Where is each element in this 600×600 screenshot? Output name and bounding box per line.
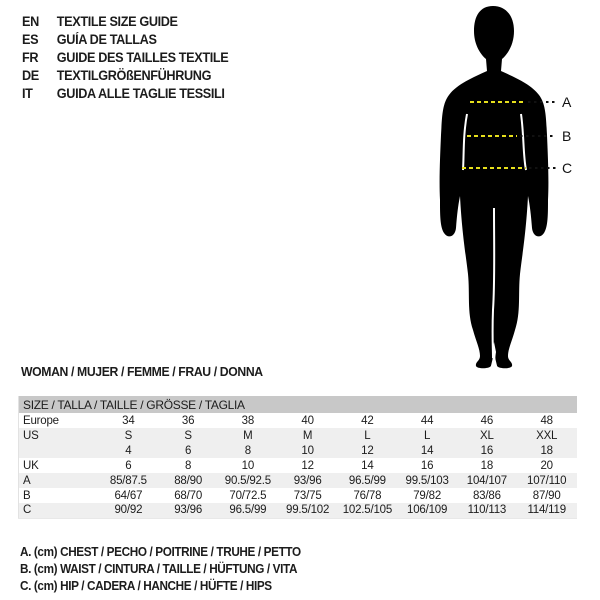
size-cell: 107/110 <box>517 473 577 488</box>
language-row-fr <box>22 49 228 67</box>
size-table <box>18 396 577 519</box>
body-measurement-figure <box>425 0 600 382</box>
table-row-uk <box>19 458 577 473</box>
size-cell: 34 <box>122 414 135 427</box>
size-cell: 87/90 <box>532 489 561 502</box>
size-cell: XXL <box>517 428 577 443</box>
table-row-chest-a <box>19 473 577 488</box>
legend-chest: A. (cm) CHEST / PECHO / POITRINE / TRUHE / PETTO <box>20 545 301 559</box>
size-cell: 79/82 <box>413 489 442 502</box>
size-cell: 46 <box>480 414 494 427</box>
size-cell: 73/75 <box>293 489 322 502</box>
row-label <box>19 443 99 458</box>
table-row-europe <box>19 413 577 428</box>
size-cell: 36 <box>181 414 195 427</box>
table-header-label: SIZE / TALLA / TAILLE / GRÖSSE / TAGLIA <box>19 396 577 413</box>
woman-silhouette <box>440 6 549 368</box>
language-row-it <box>22 85 228 103</box>
size-cell: 48 <box>540 414 553 427</box>
size-cell: 110/113 <box>457 503 517 518</box>
size-cell: 68/70 <box>174 489 203 502</box>
size-cell: 93/96 <box>158 503 218 518</box>
hip-marker-label: C <box>562 160 573 176</box>
table-row-us-numbers <box>19 443 577 458</box>
size-cell: 20 <box>540 459 553 472</box>
size-cell: 38 <box>241 414 255 427</box>
size-cell: XL <box>457 428 517 443</box>
chest-marker-label: A <box>562 94 572 110</box>
size-cell: 104/107 <box>457 473 517 488</box>
language-code: FR <box>22 50 39 65</box>
size-cell: M <box>218 428 278 443</box>
size-cell: 64/67 <box>114 489 143 502</box>
size-cell: 4 <box>99 443 159 458</box>
language-code: IT <box>22 86 33 101</box>
size-cell: 16 <box>420 459 434 472</box>
row-label: US <box>19 428 99 443</box>
language-label: TEXTILGRÖßENFÜHRUNG <box>56 68 212 83</box>
size-cell: L <box>397 428 457 443</box>
language-code: EN <box>22 14 39 29</box>
size-cell: 8 <box>185 459 192 472</box>
size-cell: S <box>99 428 159 443</box>
size-cell: 70/72.5 <box>229 489 267 502</box>
size-cell: 99.5/102 <box>278 503 338 518</box>
table-row-hip-c <box>19 503 577 518</box>
language-label: TEXTILE SIZE GUIDE <box>56 14 178 29</box>
legend-hip: C. (cm) HIP / CADERA / HANCHE / HÜFTE / HIPS <box>20 579 272 593</box>
size-cell: 10 <box>241 459 255 472</box>
language-row-en <box>22 13 228 31</box>
size-cell: 76/78 <box>353 489 382 502</box>
table-row-us-letters <box>19 428 577 443</box>
row-label: A <box>19 473 99 488</box>
row-label: UK <box>23 459 39 472</box>
language-label: GUIDE DES TAILLES TEXTILE <box>56 50 229 65</box>
measurement-legend <box>20 544 319 595</box>
size-cell: 18 <box>480 459 494 472</box>
size-cell: 114/119 <box>517 503 577 518</box>
size-cell: 88/90 <box>158 473 218 488</box>
size-cell: 42 <box>361 414 374 427</box>
size-cell: 102.5/105 <box>338 503 398 518</box>
size-cell: L <box>338 428 398 443</box>
size-cell: 96.5/99 <box>338 473 398 488</box>
size-cell: 14 <box>397 443 457 458</box>
size-cell: 90/92 <box>99 503 159 518</box>
woman-silhouette-diagram <box>425 0 600 382</box>
language-code: DE <box>22 68 39 83</box>
size-cell: 6 <box>125 459 132 472</box>
language-label: GUIDA ALLE TAGLIE TESSILI <box>56 86 225 101</box>
language-row-es <box>22 31 228 49</box>
table-header-row <box>19 396 577 413</box>
size-cell: 8 <box>218 443 278 458</box>
size-cell: 44 <box>420 414 434 427</box>
size-cell: 96.5/99 <box>218 503 278 518</box>
size-cell: 85/87.5 <box>99 473 159 488</box>
size-cell: 90.5/92.5 <box>218 473 278 488</box>
size-cell: 10 <box>278 443 338 458</box>
size-cell: S <box>158 428 218 443</box>
size-cell: 18 <box>517 443 577 458</box>
row-label: B <box>23 489 31 502</box>
language-guide-list <box>22 13 242 103</box>
size-cell: 99.5/103 <box>397 473 457 488</box>
size-cell: 12 <box>338 443 398 458</box>
size-cell: 40 <box>301 414 314 427</box>
language-row-de <box>22 67 228 85</box>
size-cell: 14 <box>361 459 374 472</box>
size-cell: M <box>278 428 338 443</box>
language-code: ES <box>22 32 39 47</box>
row-label: C <box>19 503 99 518</box>
size-cell: 16 <box>457 443 517 458</box>
size-cell: 6 <box>158 443 218 458</box>
size-cell: 93/96 <box>278 473 338 488</box>
section-title: WOMAN / MUJER / FEMME / FRAU / DONNA <box>21 364 263 379</box>
table-row-waist-b <box>19 488 577 503</box>
size-cell: 106/109 <box>397 503 457 518</box>
language-label: GUÍA DE TALLAS <box>56 32 157 47</box>
row-label: Europe <box>23 414 59 427</box>
size-cell: 83/86 <box>472 489 501 502</box>
size-cell: 12 <box>301 459 314 472</box>
waist-marker-label: B <box>562 128 572 144</box>
legend-waist: B. (cm) WAIST / CINTURA / TAILLE / HÜFTUNG / VITA <box>20 562 298 576</box>
